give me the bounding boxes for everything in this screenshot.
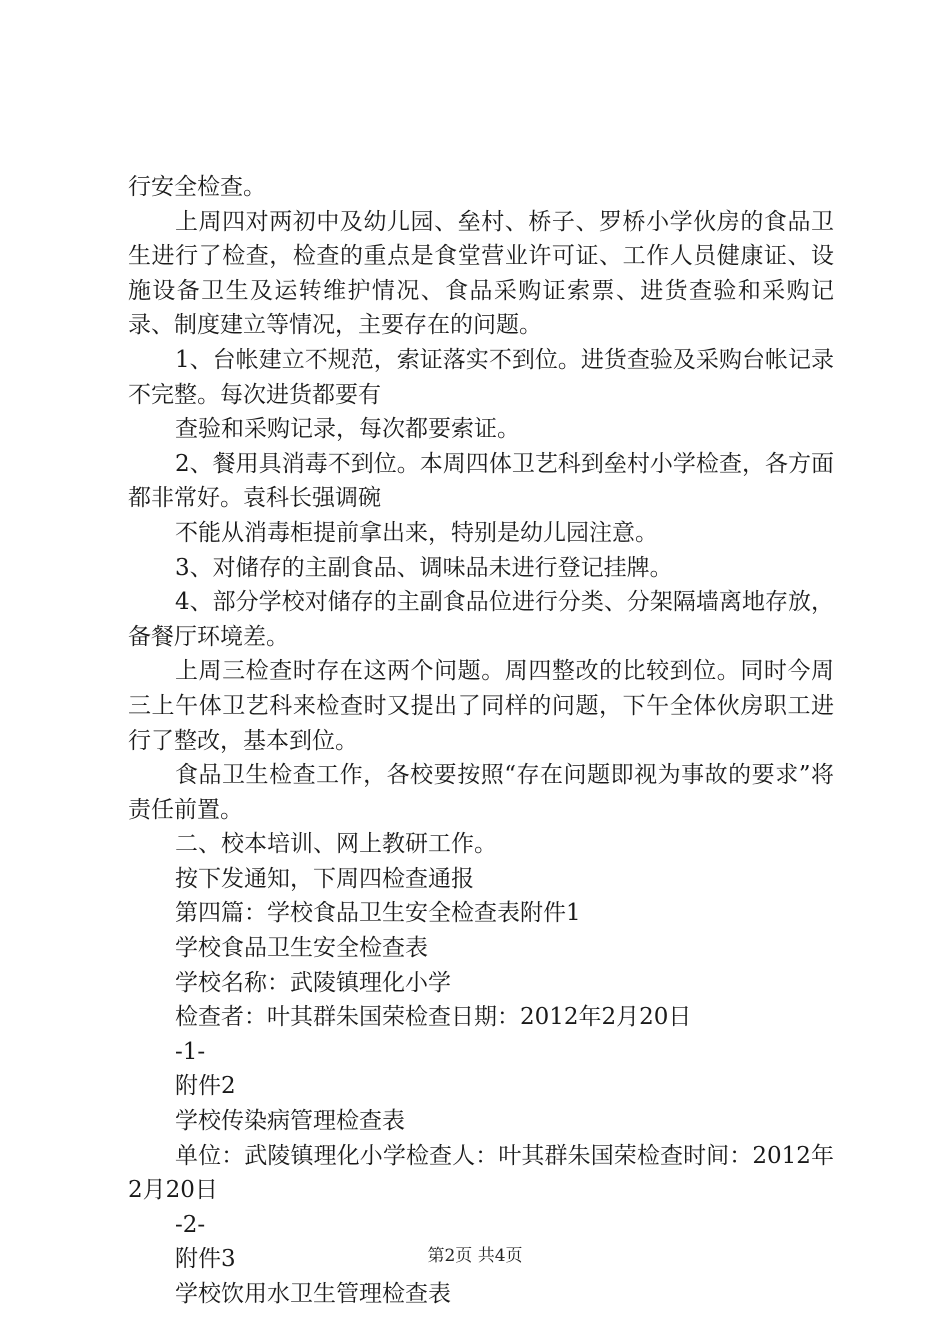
section-heading: 二、校本培训、网上教研工作。 (175, 831, 497, 858)
paragraph: 不能从消毒柜提前拿出来，特别是幼儿园注意。 (175, 519, 658, 546)
paragraph: 按下发通知，下周四检查通报 (175, 865, 474, 892)
paragraph: 2、餐用具消毒不到位。本周四体卫艺科到垒村小学检查，各方面都非常好。袁科长强调碗 (128, 450, 834, 512)
form-field: 学校名称：武陵镇理化小学 (175, 969, 451, 996)
attachment-label: 附件3 (175, 1246, 236, 1273)
paragraph: 3、对储存的主副食品、调味品未进行登记挂牌。 (175, 554, 673, 581)
paragraph: 4、部分学校对储存的主副食品位进行分类、分架隔墙离地存放，备餐厅环境差。 (128, 589, 834, 650)
form-title: 学校饮用水卫生管理检查表 (175, 1281, 451, 1307)
page-number: 第2页 共4页 (427, 1246, 523, 1266)
inner-page-number: -2- (175, 1211, 206, 1238)
paragraph: 1、台帐建立不规范，索证落实不到位。进货查验及采购台帐记录不完整。每次进货都要有 (128, 346, 834, 408)
form-field: 检查者：叶其群朱国荣检查日期：2012年2月20日 (175, 1004, 692, 1031)
paragraph: 上周四对两初中及幼儿园、垒村、桥子、罗桥小学伙房的食品卫生进行了检查，检查的重点是食堂营业许可证、工作人员健康证、设施设备卫生及运转维护情况、食品采购证索票、进货查验和采购记录、制度建立等情况，主要存在的问题。 (128, 208, 834, 339)
form-title: 学校传染病管理检查表 (175, 1108, 405, 1135)
paragraph: 食品卫生检查工作，各校要按照“存在问题即视为事故的要求”将责任前置。 (128, 762, 834, 823)
paragraph: 查验和采购记录，每次都要索证。 (175, 416, 520, 443)
section-heading: 第四篇：学校食品卫生安全检查表附件1 (175, 900, 581, 927)
document-body (128, 170, 834, 1312)
form-field: 单位：武陵镇理化小学检查人：叶其群朱国荣检查时间：2012年2月20日 (128, 1142, 834, 1204)
inner-page-number: -1- (175, 1038, 206, 1065)
page-footer (0, 1245, 950, 1267)
paragraph: 上周三检查时存在这两个问题。周四整改的比较到位。同时今周三上午体卫艺科来检查时又提出了同样的问题，下午全体伙房职工进行了整改，基本到位。 (128, 658, 834, 754)
form-title: 学校食品卫生安全检查表 (175, 935, 428, 962)
paragraph: 行安全检查。 (128, 174, 266, 200)
attachment-label: 附件2 (175, 1073, 236, 1100)
